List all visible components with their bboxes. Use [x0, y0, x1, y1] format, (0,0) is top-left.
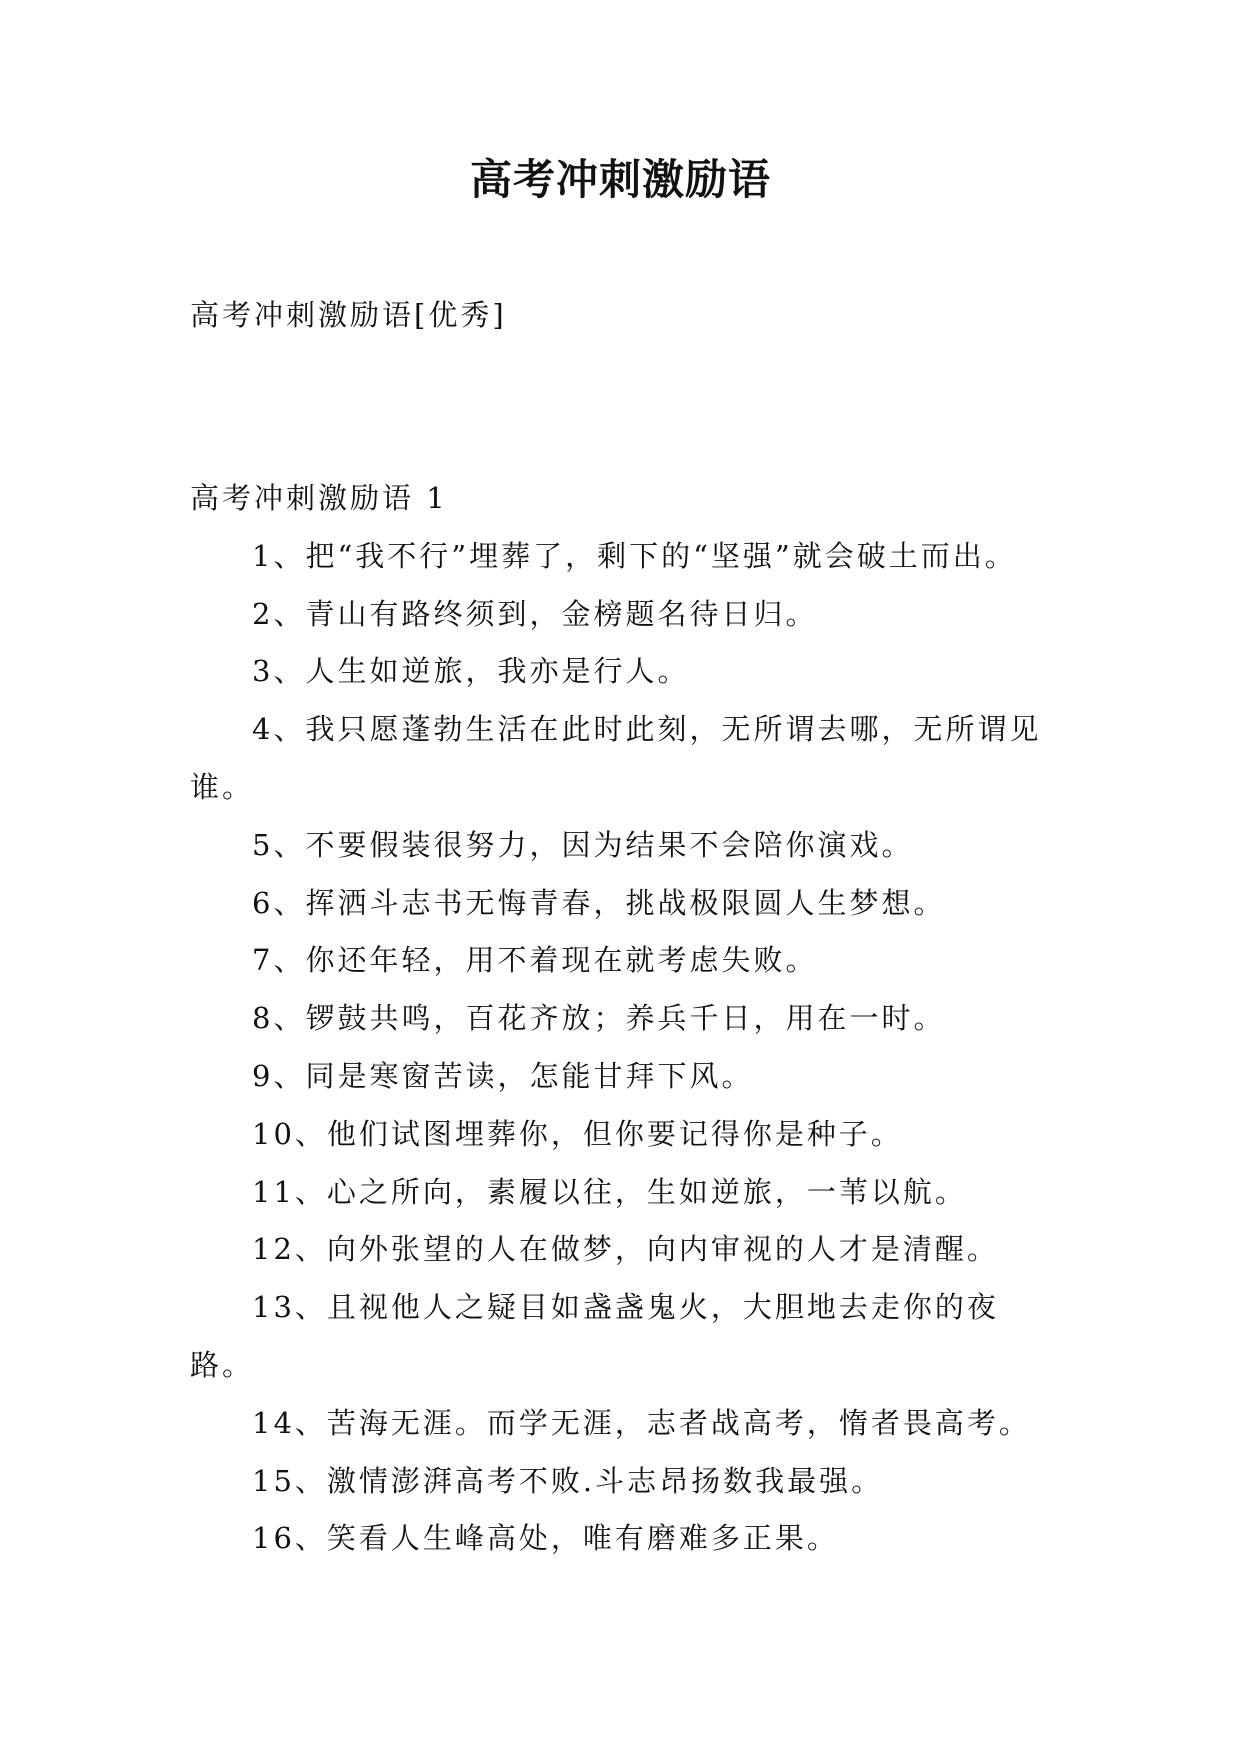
list-item: 2、青山有路终须到，金榜题名待日归。: [252, 596, 818, 631]
section-heading: 高考冲刺激励语 1: [190, 481, 448, 515]
list-item: 13、且视他人之疑目如盏盏鬼火，大胆地去走你的夜路。: [190, 1290, 999, 1382]
list-item: 15、激情澎湃高考不败.斗志昂扬数我最强。: [252, 1463, 884, 1498]
document-body: [190, 470, 1060, 1568]
list-item: 5、不要假装很努力，因为结果不会陪你演戏。: [252, 827, 914, 862]
list-item: 12、向外张望的人在做梦，向内审视的人才是清醒。: [252, 1232, 999, 1267]
list-item: 16、笑看人生峰高处，唯有磨难多正果。: [252, 1521, 839, 1556]
list-item: 11、心之所向，素履以往，生如逆旅，一苇以航。: [252, 1174, 967, 1209]
list-item: 8、锣鼓共鸣，百花齐放；养兵千日，用在一时。: [252, 1001, 946, 1036]
list-item: 4、我只愿蓬勃生活在此时此刻，无所谓去哪，无所谓见谁。: [190, 712, 1042, 804]
list-item: 10、他们试图埋葬你，但你要记得你是种子。: [252, 1116, 903, 1151]
list-item: 14、苦海无涯。而学无涯，志者战高考，惰者畏高考。: [252, 1405, 1031, 1440]
list-item: 9、同是寒窗苦读，怎能甘拜下风。: [252, 1058, 754, 1093]
list-item: 1、把“我不行”埋葬了，剩下的“坚强”就会破土而出。: [252, 538, 1017, 573]
list-item: 7、你还年轻，用不着现在就考虑失败。: [252, 943, 818, 978]
document-subtitle: 高考冲刺激励语[优秀]: [190, 298, 507, 332]
list-item: 6、挥洒斗志书无悔青春，挑战极限圆人生梦想。: [252, 885, 946, 920]
document-title: 高考冲刺激励语: [469, 155, 771, 204]
list-item: 3、人生如逆旅，我亦是行人。: [252, 654, 690, 689]
